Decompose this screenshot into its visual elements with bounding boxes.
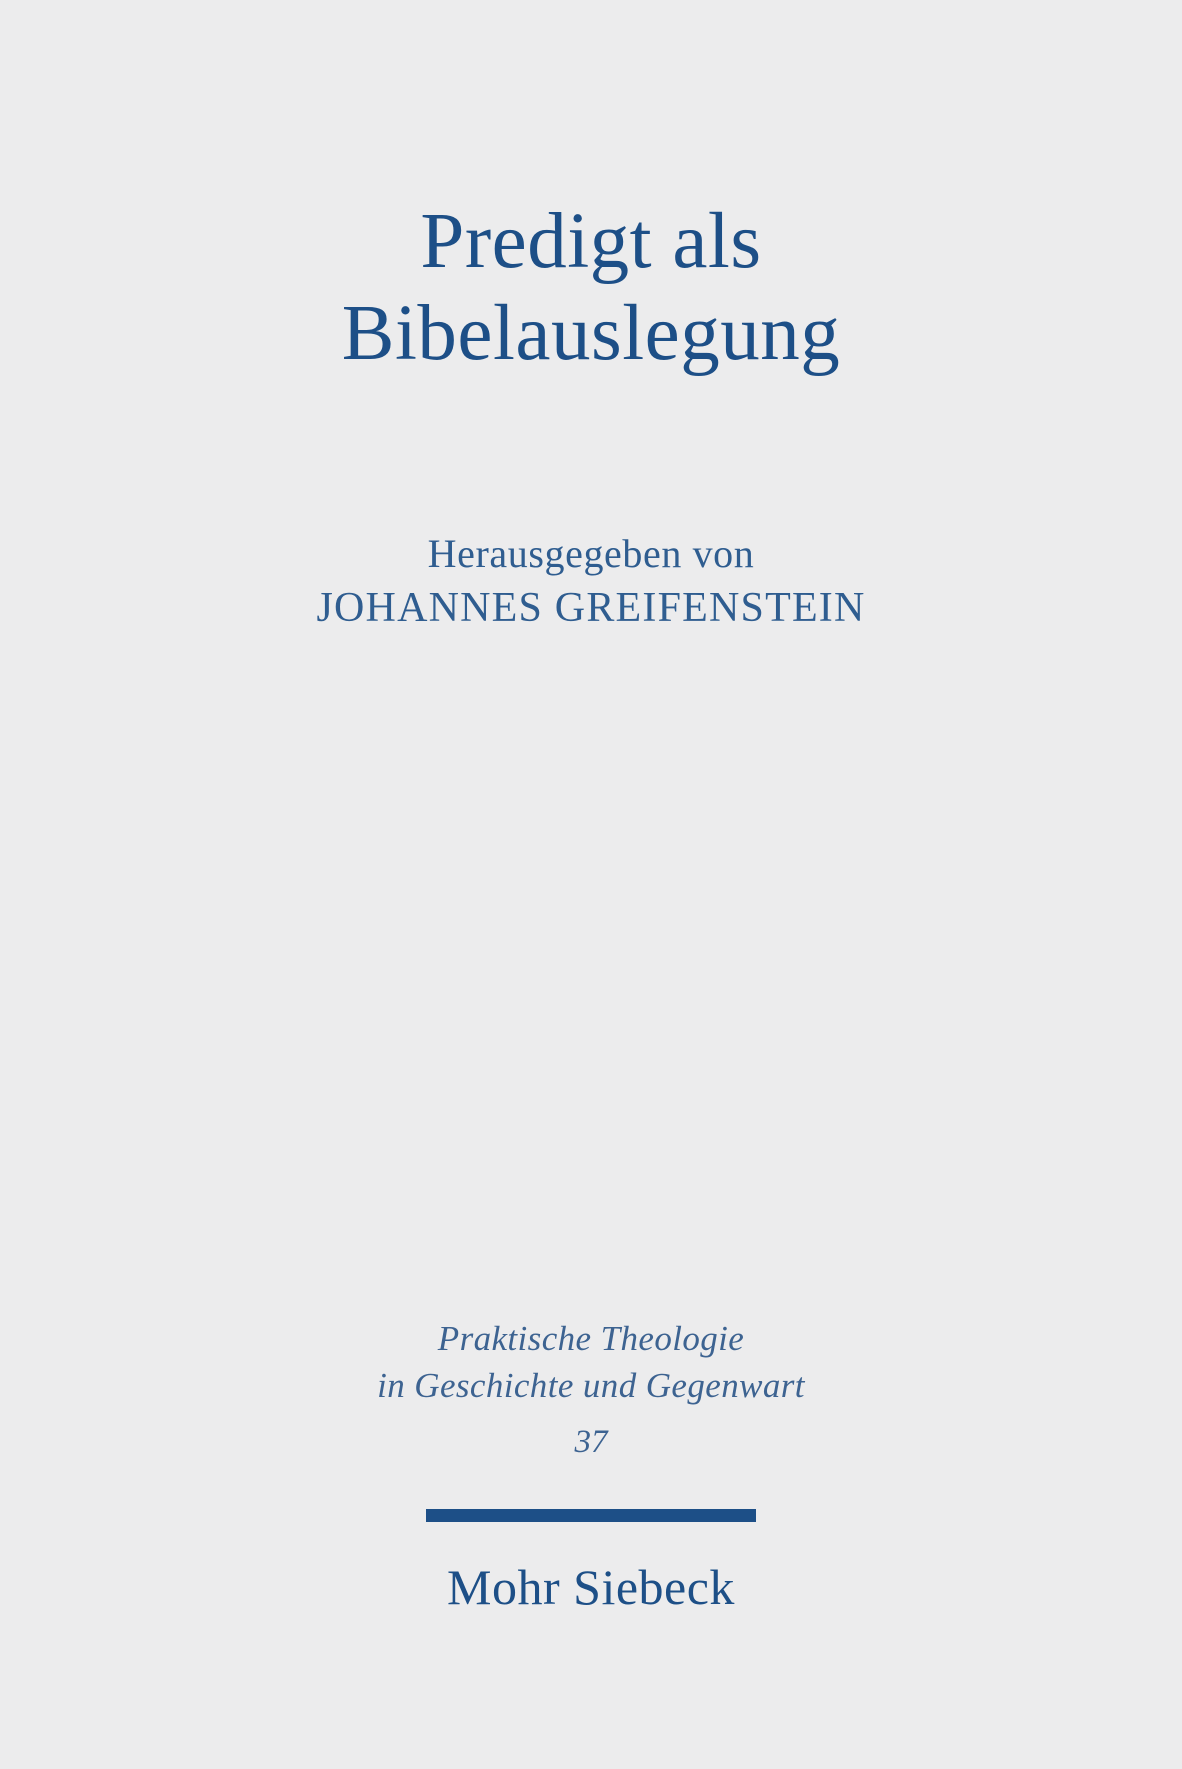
series-title-line-1: Praktische Theologie: [437, 1319, 745, 1358]
book-title: [0, 196, 1182, 379]
series-info: [0, 1315, 1182, 1468]
book-title-line-1: Predigt als: [420, 198, 762, 285]
publisher-name: Mohr Siebeck: [447, 1559, 735, 1615]
editor-credit: [0, 528, 1182, 637]
editor-name: JOHANNES GREIFENSTEIN: [316, 585, 866, 631]
editor-intro-label: Herausgegeben von: [427, 531, 755, 576]
series-title-line-2: in Geschichte und Gegenwart: [377, 1366, 805, 1406]
divider-rule: [426, 1509, 756, 1522]
book-title-line-2: Bibelauslegung: [341, 289, 841, 377]
series-volume-number: 37: [574, 1423, 608, 1460]
